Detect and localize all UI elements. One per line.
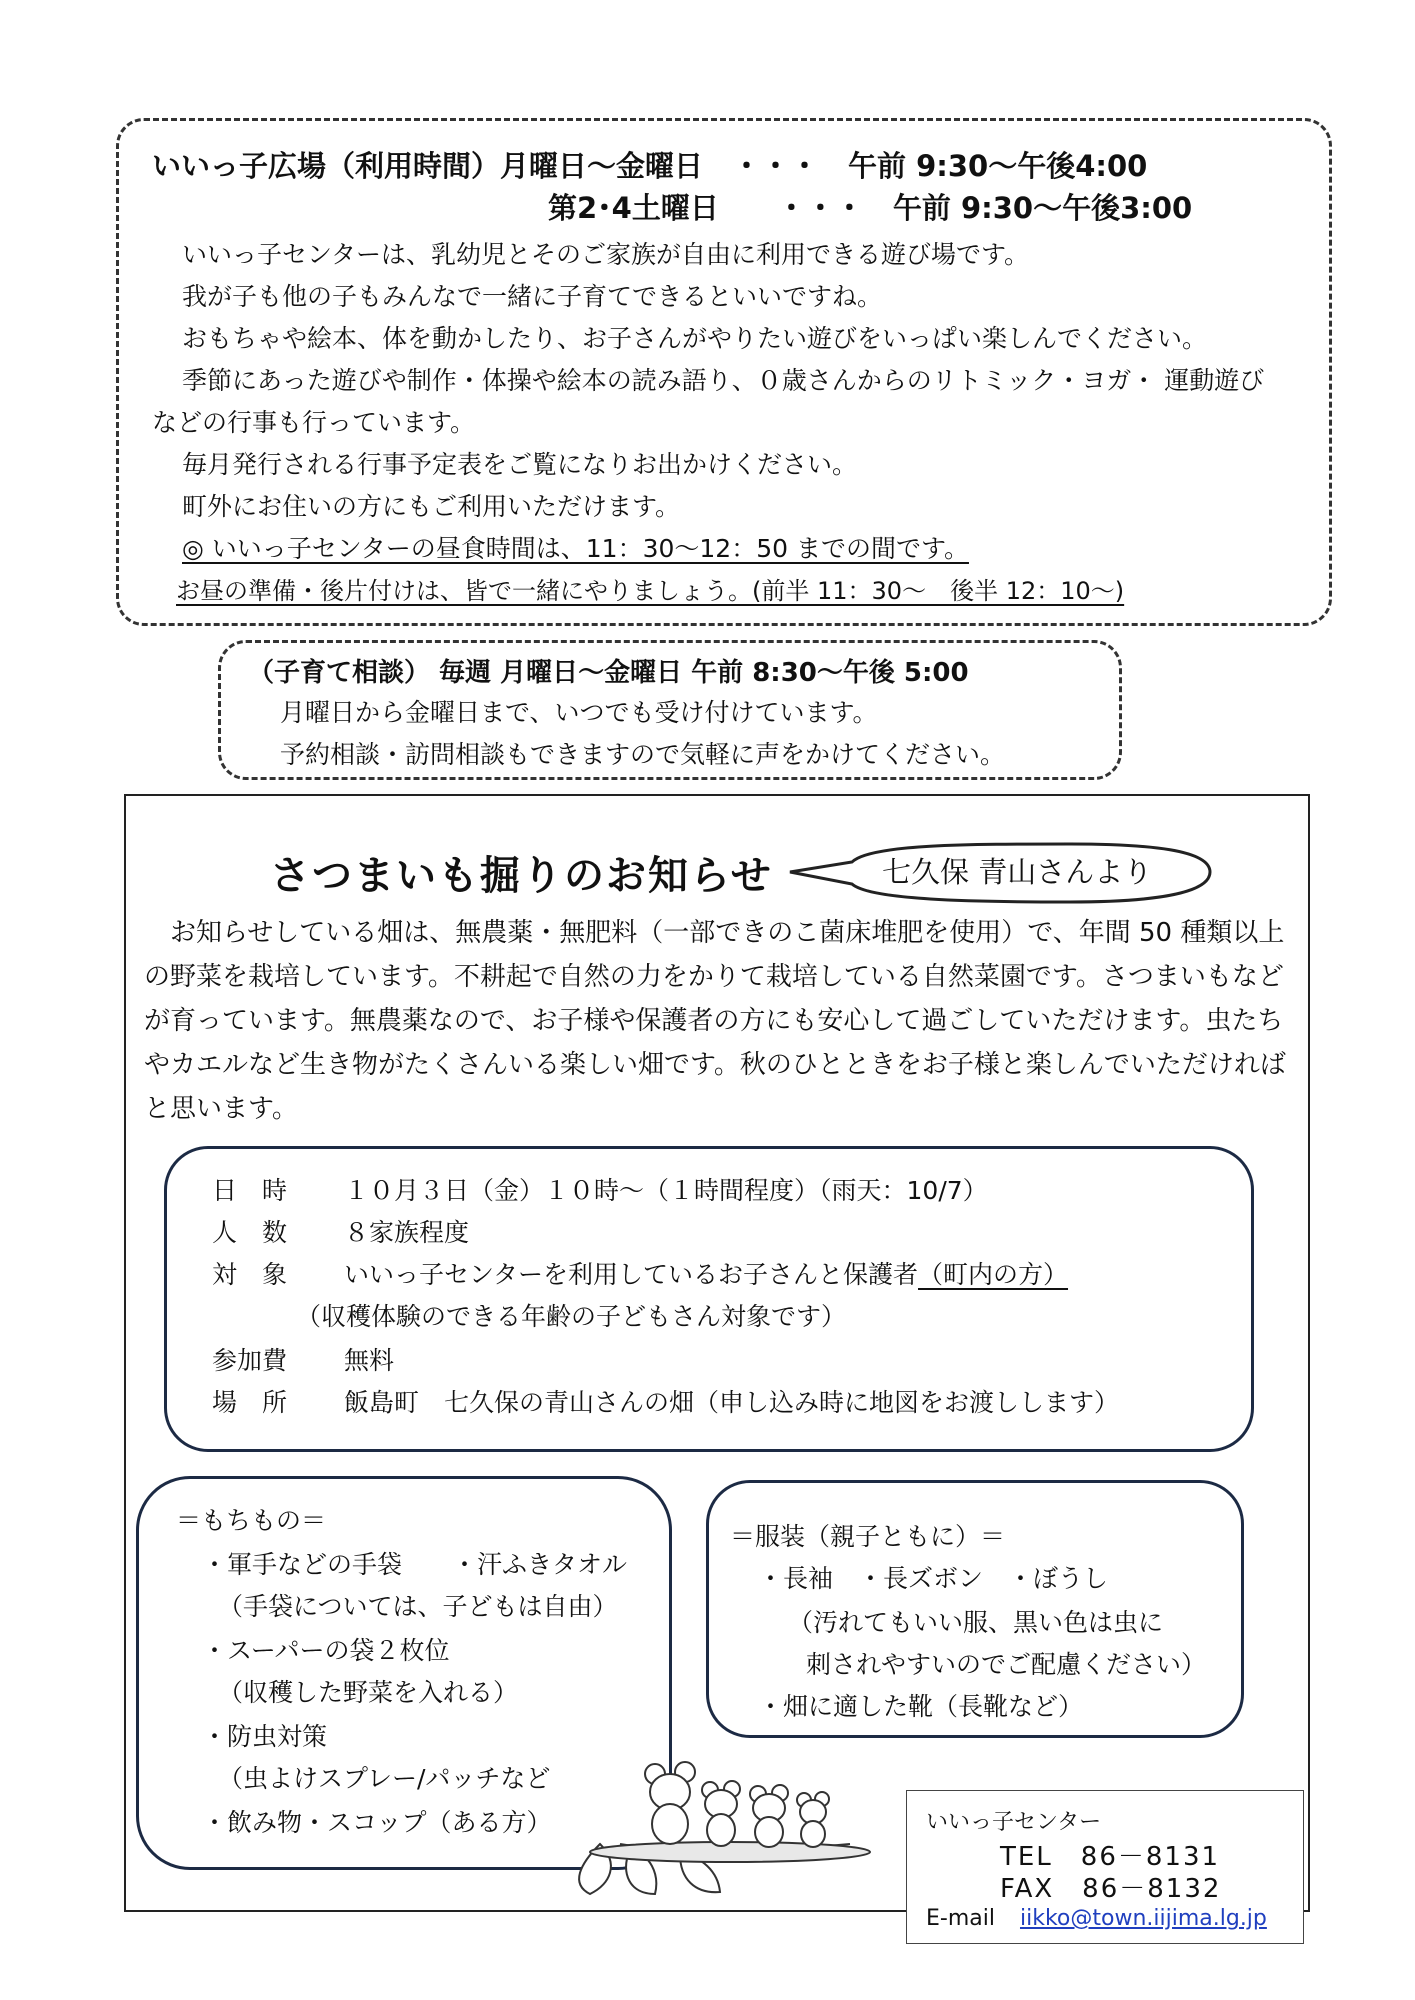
detail-label: 日 時 [212, 1176, 288, 1205]
detail-value: 飯島町 七久保の青山さんの畑（申し込み時に地図をお渡しします） [344, 1388, 1120, 1417]
items-line: ・スーパーの袋２枚位 [202, 1636, 450, 1665]
notice-body: の野菜を栽培しています。不耕起で自然の力をかりて栽培している自然菜園です。さつまいもなど [144, 962, 1284, 992]
detail-value: １０月３日（金）１０時～（１時間程度）（雨天：10/7） [344, 1176, 988, 1205]
detail-label: 参加費 [212, 1346, 288, 1375]
contact-name: いいっ子センター [926, 1810, 1102, 1835]
notice-body: やカエルなど生き物がたくさんいる楽しい畑です。秋のひとときをお子様と楽しんでいただければ [144, 1050, 1286, 1080]
items-line: （虫よけスプレー/パッチなど [218, 1764, 551, 1793]
hiroba-paragraph: などの行事も行っています。 [152, 408, 476, 437]
detail-label: 場 所 [212, 1388, 288, 1417]
contact-email-link[interactable]: iikko@town.iijima.lg.jp [1019, 1906, 1267, 1931]
hiroba-paragraph: 毎月発行される行事予定表をご覧になりお出かけください。 [182, 450, 858, 479]
contact-email-label: E-mail [926, 1906, 995, 1931]
hiroba-paragraph: 我が子も他の子もみんなで一緒に子育てできるといいですね。 [182, 282, 883, 311]
hiroba-title-line1: いいっ子広場（利用時間）月曜日～金曜日 ・・・ 午前 9:30～午後4:00 [152, 149, 1148, 183]
detail-value: ８家族程度 [344, 1218, 470, 1247]
hiroba-paragraph: いいっ子センターは、乳幼児とそのご家族が自由に利用できる遊び場です。 [182, 240, 1030, 269]
speech-bubble-text: 七久保 青山さんより [882, 855, 1153, 889]
detail-note: （収穫体験のできる年齢の子どもさん対象です） [296, 1302, 847, 1331]
hiroba-paragraph: 町外にお住いの方にもご利用いただけます。 [182, 492, 681, 521]
items-line: ・防虫対策 [202, 1722, 328, 1751]
soudan-title: （子育て相談） 毎週 月曜日～金曜日 午前 8:30～午後 5:00 [248, 658, 969, 688]
clothing-line: 刺されやすいのでご配慮ください） [806, 1650, 1207, 1679]
clothing-line: ・畑に適した靴（長靴など） [758, 1692, 1084, 1721]
hiroba-paragraph: 季節にあった遊びや制作・体操や絵本の読み語り、０歳さんからのリトミック・ヨガ・ 運動遊び [182, 366, 1265, 395]
hiroba-lunch-prep: お昼の準備・後片付けは、皆で一緒にやりましょう。(前半 11：30～ 後半 12：10～) [176, 577, 1125, 605]
notice-body: お知らせしている畑は、無農薬・無肥料（一部できのこ菌床堆肥を使用）で、年間 50 種類以上 [170, 918, 1285, 948]
contact-fax: FAX 86－8132 [1000, 1874, 1222, 1904]
items-line: ・飲み物・スコップ（ある方） [202, 1808, 552, 1837]
target-value-underlined: （町内の方） [918, 1260, 1069, 1289]
hiroba-lunch-note: ◎ いいっ子センターの昼食時間は、11：30～12：50 までの間です。 [182, 534, 969, 563]
contact-tel: TEL 86－8131 [1000, 1842, 1221, 1872]
soudan-line: 予約相談・訪問相談もできますので気軽に声をかけてください。 [280, 740, 1006, 769]
items-line: （収穫した野菜を入れる） [218, 1678, 519, 1707]
contact-email-row [926, 1904, 1267, 1934]
mice-sweet-potato-illustration [560, 1734, 900, 1904]
items-line: ・軍手などの手袋 ・汗ふきタオル [202, 1550, 628, 1579]
detail-label: 人 数 [212, 1218, 288, 1247]
notice-body: が育っています。無農薬なので、お子様や保護者の方にも安心して過ごしていただけます。虫たち [144, 1006, 1284, 1036]
items-line: （手袋については、子どもは自由） [218, 1592, 618, 1621]
hiroba-title-line2: 第2･4土曜日 ・・・ 午前 9:30～午後3:00 [548, 191, 1193, 225]
clothing-line: （汚れてもいい服、黒い色は虫に [788, 1608, 1164, 1637]
detail-value [344, 1260, 1068, 1290]
detail-label: 対 象 [212, 1260, 288, 1289]
items-title: ＝もちもの＝ [176, 1506, 327, 1535]
detail-value: 無料 [344, 1346, 395, 1375]
target-value: いいっ子センターを利用しているお子さんと保護者 [344, 1260, 919, 1289]
clothing-line: ・長袖 ・長ズボン ・ぼうし [758, 1564, 1109, 1593]
notice-title: さつまいも掘りのお知らせ [270, 853, 773, 899]
hiroba-paragraph: おもちゃや絵本、体を動かしたり、お子さんがやりたい遊びをいっぱい楽しんでください。 [182, 324, 1208, 353]
clothing-title: ＝服装（親子ともに）＝ [730, 1522, 1006, 1551]
soudan-line: 月曜日から金曜日まで、いつでも受け付けています。 [280, 698, 878, 727]
notice-body: と思います。 [144, 1094, 298, 1124]
